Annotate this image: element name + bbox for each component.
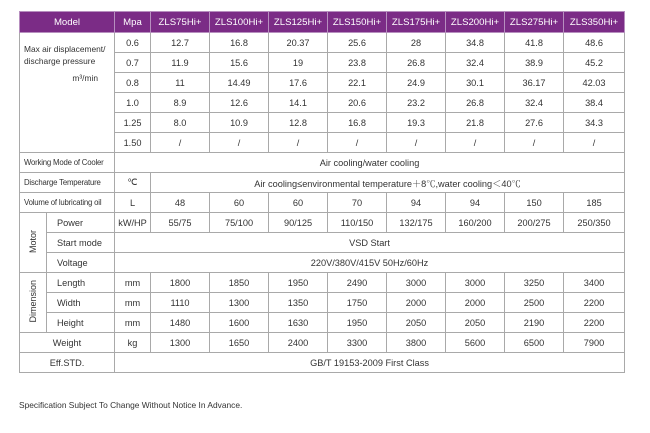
value-cell: 32.4 [446, 53, 505, 73]
header-model-name: ZLS200Hi+ [446, 12, 505, 33]
value-cell: 19.3 [387, 113, 446, 133]
spec-table [19, 11, 625, 373]
value-cell: 3250 [505, 273, 564, 293]
value-cell: / [387, 133, 446, 153]
value-cell: 8.9 [151, 93, 210, 113]
value-cell: / [210, 133, 269, 153]
cooler-label: Working Mode of Cooler [20, 153, 115, 173]
height-label: Height [47, 313, 115, 333]
value-cell: 11.9 [151, 53, 210, 73]
header-model-name: ZLS125Hi+ [269, 12, 328, 33]
value-cell: 16.8 [328, 113, 387, 133]
value-cell: / [446, 133, 505, 153]
value-cell: 20.6 [328, 93, 387, 113]
power-unit: kW/HP [115, 213, 151, 233]
eff-label: Eff.STD. [20, 353, 115, 373]
value-cell: / [328, 133, 387, 153]
value-cell: 250/350 [564, 213, 625, 233]
table-row [20, 253, 625, 273]
table-row [20, 213, 625, 233]
value-cell: 12.8 [269, 113, 328, 133]
mpa-cell: 0.7 [115, 53, 151, 73]
value-cell: 26.8 [446, 93, 505, 113]
air-displacement-label-2: discharge pressure [24, 56, 96, 66]
air-displacement-label: Max air displacement/ [24, 44, 106, 54]
header-mpa: Mpa [115, 12, 151, 33]
table-row [20, 173, 625, 193]
value-cell: / [505, 133, 564, 153]
value-cell: 2200 [564, 313, 625, 333]
header-model-name: ZLS75Hi+ [151, 12, 210, 33]
value-cell: 32.4 [505, 93, 564, 113]
value-cell: 23.8 [328, 53, 387, 73]
value-cell: 1750 [328, 293, 387, 313]
value-cell: 185 [564, 193, 625, 213]
air-displacement-unit: m³/min [72, 73, 99, 83]
value-cell: 60 [269, 193, 328, 213]
value-cell: 24.9 [387, 73, 446, 93]
value-cell: 20.37 [269, 33, 328, 53]
footnote: Specification Subject To Change Without Notice In Advance. [19, 400, 243, 410]
lube-oil-label: Volume of lubricating oil [20, 193, 115, 213]
table-row [20, 153, 625, 173]
value-cell: 5600 [446, 333, 505, 353]
value-cell: 41.8 [505, 33, 564, 53]
header-model-name: ZLS150Hi+ [328, 12, 387, 33]
value-cell: 34.8 [446, 33, 505, 53]
length-unit: mm [115, 273, 151, 293]
value-cell: 75/100 [210, 213, 269, 233]
value-cell: 1110 [151, 293, 210, 313]
value-cell: 55/75 [151, 213, 210, 233]
value-cell: 94 [446, 193, 505, 213]
value-cell: 2190 [505, 313, 564, 333]
header-model-name: ZLS275Hi+ [505, 12, 564, 33]
value-cell: 3000 [446, 273, 505, 293]
value-cell: 38.4 [564, 93, 625, 113]
value-cell: 1600 [210, 313, 269, 333]
power-label: Power [47, 213, 115, 233]
value-cell: 1350 [269, 293, 328, 313]
table-row [20, 293, 625, 313]
dimension-group-cell [20, 273, 47, 333]
header-row [20, 12, 625, 33]
value-cell: 110/150 [328, 213, 387, 233]
value-cell: 70 [328, 193, 387, 213]
value-cell: 25.6 [328, 33, 387, 53]
start-mode-value: VSD Start [115, 233, 625, 253]
value-cell: / [269, 133, 328, 153]
value-cell: 2490 [328, 273, 387, 293]
value-cell: 1950 [328, 313, 387, 333]
value-cell: 21.8 [446, 113, 505, 133]
value-cell: 8.0 [151, 113, 210, 133]
table-row [20, 233, 625, 253]
value-cell: 60 [210, 193, 269, 213]
table-row [20, 333, 625, 353]
value-cell: 94 [387, 193, 446, 213]
value-cell: 1300 [151, 333, 210, 353]
discharge-temp-value: Air cooling≤environmental temperature＋8℃,water cooling＜40℃ [151, 173, 625, 193]
mpa-cell: 0.6 [115, 33, 151, 53]
lube-oil-unit: L [115, 193, 151, 213]
value-cell: 27.6 [505, 113, 564, 133]
value-cell: 3000 [387, 273, 446, 293]
value-cell: 3300 [328, 333, 387, 353]
table-row [20, 33, 625, 53]
value-cell: 10.9 [210, 113, 269, 133]
value-cell: 2200 [564, 293, 625, 313]
value-cell: 48.6 [564, 33, 625, 53]
value-cell: 150 [505, 193, 564, 213]
table-row [20, 313, 625, 333]
voltage-value: 220V/380V/415V 50Hz/60Hz [115, 253, 625, 273]
value-cell: 2500 [505, 293, 564, 313]
value-cell: 200/275 [505, 213, 564, 233]
table-row [20, 353, 625, 373]
value-cell: 19 [269, 53, 328, 73]
value-cell: 30.1 [446, 73, 505, 93]
discharge-temp-unit: ℃ [115, 173, 151, 193]
value-cell: / [151, 133, 210, 153]
value-cell: 14.49 [210, 73, 269, 93]
value-cell: 12.6 [210, 93, 269, 113]
value-cell: 38.9 [505, 53, 564, 73]
value-cell: 1950 [269, 273, 328, 293]
value-cell: 1650 [210, 333, 269, 353]
value-cell: 6500 [505, 333, 564, 353]
weight-label: Weight [20, 333, 115, 353]
value-cell: 7900 [564, 333, 625, 353]
value-cell: / [564, 133, 625, 153]
value-cell: 2050 [387, 313, 446, 333]
value-cell: 12.7 [151, 33, 210, 53]
mpa-cell: 1.25 [115, 113, 151, 133]
value-cell: 23.2 [387, 93, 446, 113]
motor-group-label: Motor [28, 229, 38, 253]
header-model-name: ZLS350Hi+ [564, 12, 625, 33]
value-cell: 2400 [269, 333, 328, 353]
value-cell: 16.8 [210, 33, 269, 53]
value-cell: 2000 [387, 293, 446, 313]
value-cell: 3800 [387, 333, 446, 353]
header-model-name: ZLS175Hi+ [387, 12, 446, 33]
value-cell: 1630 [269, 313, 328, 333]
value-cell: 42.03 [564, 73, 625, 93]
value-cell: 22.1 [328, 73, 387, 93]
motor-group-cell [20, 213, 47, 273]
width-unit: mm [115, 293, 151, 313]
value-cell: 2000 [446, 293, 505, 313]
mpa-cell: 1.50 [115, 133, 151, 153]
discharge-temp-label: Discharge Temperature [20, 173, 115, 193]
value-cell: 14.1 [269, 93, 328, 113]
value-cell: 15.6 [210, 53, 269, 73]
cooler-value: Air cooling/water cooling [115, 153, 625, 173]
mpa-cell: 1.0 [115, 93, 151, 113]
table-row [20, 273, 625, 293]
weight-unit: kg [115, 333, 151, 353]
value-cell: 1480 [151, 313, 210, 333]
start-mode-label: Start mode [47, 233, 115, 253]
air-displacement-label-cell [20, 33, 115, 153]
value-cell: 160/200 [446, 213, 505, 233]
header-model: Model [20, 12, 115, 33]
value-cell: 1300 [210, 293, 269, 313]
table-row [20, 193, 625, 213]
value-cell: 1850 [210, 273, 269, 293]
value-cell: 36.17 [505, 73, 564, 93]
value-cell: 90/125 [269, 213, 328, 233]
dimension-group-label: Dimension [28, 280, 38, 323]
value-cell: 17.6 [269, 73, 328, 93]
width-label: Width [47, 293, 115, 313]
value-cell: 2050 [446, 313, 505, 333]
value-cell: 34.3 [564, 113, 625, 133]
eff-value: GB/T 19153-2009 First Class [115, 353, 625, 373]
value-cell: 48 [151, 193, 210, 213]
value-cell: 28 [387, 33, 446, 53]
value-cell: 11 [151, 73, 210, 93]
height-unit: mm [115, 313, 151, 333]
length-label: Length [47, 273, 115, 293]
voltage-label: Voltage [47, 253, 115, 273]
value-cell: 3400 [564, 273, 625, 293]
mpa-cell: 0.8 [115, 73, 151, 93]
value-cell: 132/175 [387, 213, 446, 233]
value-cell: 45.2 [564, 53, 625, 73]
header-model-name: ZLS100Hi+ [210, 12, 269, 33]
value-cell: 1800 [151, 273, 210, 293]
value-cell: 26.8 [387, 53, 446, 73]
